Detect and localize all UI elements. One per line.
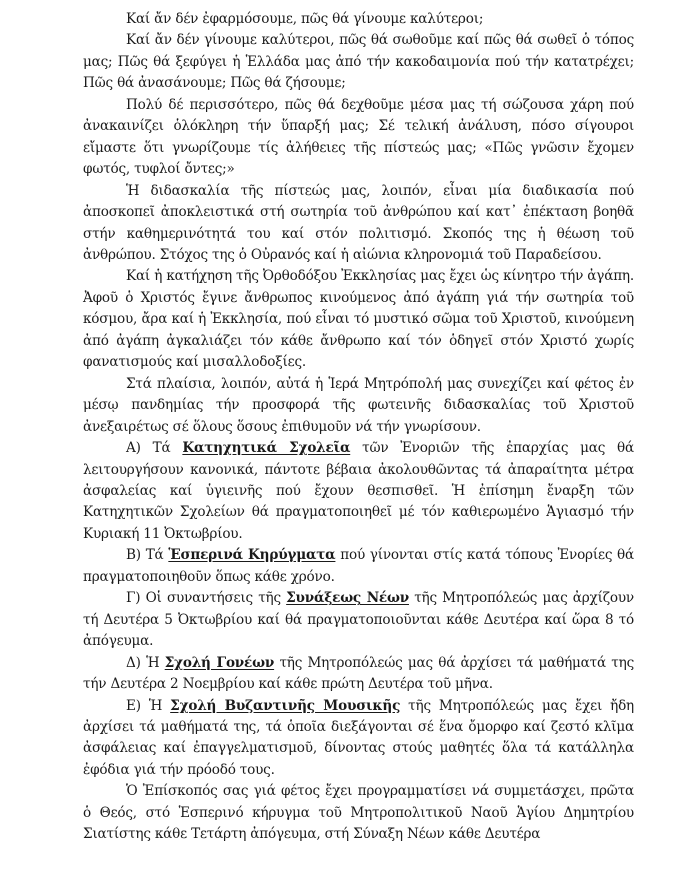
item-highlight: Συνάξεως Νέων [286, 590, 409, 607]
item-b-evening-sermons [83, 545, 634, 588]
item-prefix: Ε) Ἡ [126, 697, 171, 714]
paragraph-text: Καί ἄν δέν ἐφαρμόσουμε, πῶς θά γίνουμε καλύτεροι; [126, 11, 484, 27]
item-body: τῆς Μητροπόλεώς μας θά ἀρχίσει τά μαθήματά της τήν Δευτέρα 2 Νοεμβρίου καί κάθε πρώτη Δευτέρα τοῦ μῆνα. [83, 654, 634, 693]
paragraph-text: Ἡ διδασκαλία τῆς πίστεώς μας, λοιπόν, εἶναι μία διαδικασία πού ἀποσκοπεῖ ἀποκλειστικά στή σωτηρία τοῦ ἀνθρώπου καί κατ᾽ ἐπέκταση βοηθᾶ στήν καθημερινότητά του καί στόν πολιτισμό. Σκοπός της ἡ θέωση τοῦ ἀνθρώπου. Στόχος της ὁ Οὐρανός καί ἡ αἰώνια κληρονομιά τοῦ Παραδείσου. [83, 182, 634, 263]
paragraph-5 [83, 266, 634, 373]
item-a-catechism-schools [83, 438, 634, 545]
document-page [83, 9, 634, 846]
item-body: πού γίνονται στίς κατά τόπους Ἐνορίες θά πραγματοποιηθοῦν ὅπως κάθε χρόνο. [83, 547, 634, 585]
paragraph-bishop-schedule [83, 781, 634, 845]
paragraph-text: Στά πλαίσια, λοιπόν, αὐτά ἡ Ἱερά Μητρόπολή μας συνεχίζει καί φέτος ἐν μέσῳ πανδημίας τήν προσφορά τῆς φωτεινῆς διδασκαλίας τοῦ Χριστοῦ ἀνεξαιρέτως σέ ὅλους ὅσους ἐπιθυμοῦν νά τήν γνωρίσουν. [83, 375, 634, 435]
item-highlight: Ἑσπερινά Κηρύγματα [168, 547, 336, 564]
paragraph-1 [83, 9, 634, 30]
item-body: τῶν Ἐνοριῶν τῆς ἐπαρχίας μας θά λειτουργήσουν κανονικά, πάντοτε βέβαια ἀκολουθῶντας τά ἀπαραίτητα μέτρα ἀσφαλείας καί ὑγιεινῆς πού ἔχουν θεσπισθεῖ. Ἡ ἐπίσημη ἔναρξη τῶν Κατηχητικῶν Σχολείων θά πραγματοποιηθεῖ μέ τόν καθιερωμένο Ἁγιασμό τήν Κυριακή 11 Ὀκτωβρίου. [83, 440, 635, 542]
item-prefix: Δ) Ἡ [126, 654, 165, 671]
item-highlight: Σχολή Βυζαντινῆς Μουσικῆς [170, 697, 401, 714]
paragraph-text: Καί ἡ κατήχηση τῆς Ὀρθοδόξου Ἐκκλησίας μας ἔχει ὡς κίνητρο τήν ἀγάπη. Ἀφοῦ ὁ Χριστός ἔγινε ἄνθρωπος κινούμενος ἀπό ἀγάπη γιά τήν σωτηρία τοῦ κόσμου, ἄρα καί ἡ Ἐκκλησία, πού εἶναι τό μυστικό σῶμα τοῦ Χριστοῦ, κινούμενη ἀπό ἀγάπη ἀγκαλιάζει τόν κάθε ἄνθρωπο καί τόν ὁδηγεῖ στόν Χριστό χωρίς φανατισμούς καί μισαλλοδοξίες. [83, 268, 634, 371]
item-c-youth-meetings [83, 588, 634, 652]
paragraph-3 [83, 95, 634, 181]
item-prefix: Α) Τά [126, 440, 183, 457]
item-body: τῆς Μητροπόλεώς μας ἔχει ἤδη ἀρχίσει τά μαθήματά της, τά ὁποῖα διεξάγονται σέ ἕνα ὄμορφο καί ζεστό κλῖμα ἀσφάλειας καί ἐπαγγελματισμοῦ, δίνοντας στούς μαθητές ὅλα τά κατάλληλα ἐφόδια γιά τήν πρόοδό τους. [83, 697, 634, 778]
item-e-byzantine-music-school [83, 696, 634, 782]
paragraph-text: Καί ἄν δέν γίνουμε καλύτεροι, πῶς θά σωθοῦμε καί πῶς θά σωθεῖ ὁ τόπος μας; Πῶς θά ξεφύγει ἡ Ἑλλάδα μας ἀπό τήν κακοδαιμονία πού τήν κατατρέχει; Πῶς θά ἀνασάνουμε; Πῶς θά ζήσουμε; [83, 32, 634, 92]
item-body: τῆς Μητροπόλεώς μας ἀρχίζουν τή Δευτέρα 5 Ὀκτωβρίου καί θά πραγματοποιοῦνται κάθε Δευτέρα καί ὥρα 8 τό ἀπόγευμα. [83, 590, 634, 650]
item-highlight: Κατηχητικά Σχολεῖα [182, 440, 351, 457]
item-d-parents-school [83, 653, 634, 696]
paragraph-text: Ὁ Ἐπίσκοπός σας γιά φέτος ἔχει προγραμματίσει νά συμμετάσχει, πρῶτα ὁ Θεός, στό Ἑσπερινό κήρυγμα τοῦ Μητροπολιτικοῦ Ναοῦ Ἁγίου Δημητρίου Σιατίστης κάθε Τετάρτη ἀπόγευμα, στή Σύναξη Νέων κάθε Δευτέρα [83, 783, 634, 843]
paragraph-2 [83, 30, 634, 94]
item-prefix: Β) Τά [126, 547, 169, 564]
item-highlight: Σχολή Γονέων [164, 654, 275, 671]
paragraph-text: Πολύ δέ περισσότερο, πῶς θά δεχθοῦμε μέσα μας τή σώζουσα χάρη πού ἀνακαινίζει ὁλόκληρη τήν ὕπαρξή μας; Σέ τελική ἀνάλυση, πόσο σίγουροι εἴμαστε ὅτι γνωρίζουμε τίς ἀλήθειες τῆς πίστεώς μας; «Πῶς γνῶσιν ἔχομεν φωτός, τυφλοί ὄντες;» [83, 96, 634, 178]
item-prefix: Γ) Οἱ συναντήσεις τῆς [126, 590, 287, 607]
paragraph-4 [83, 181, 634, 267]
paragraph-6 [83, 374, 634, 438]
